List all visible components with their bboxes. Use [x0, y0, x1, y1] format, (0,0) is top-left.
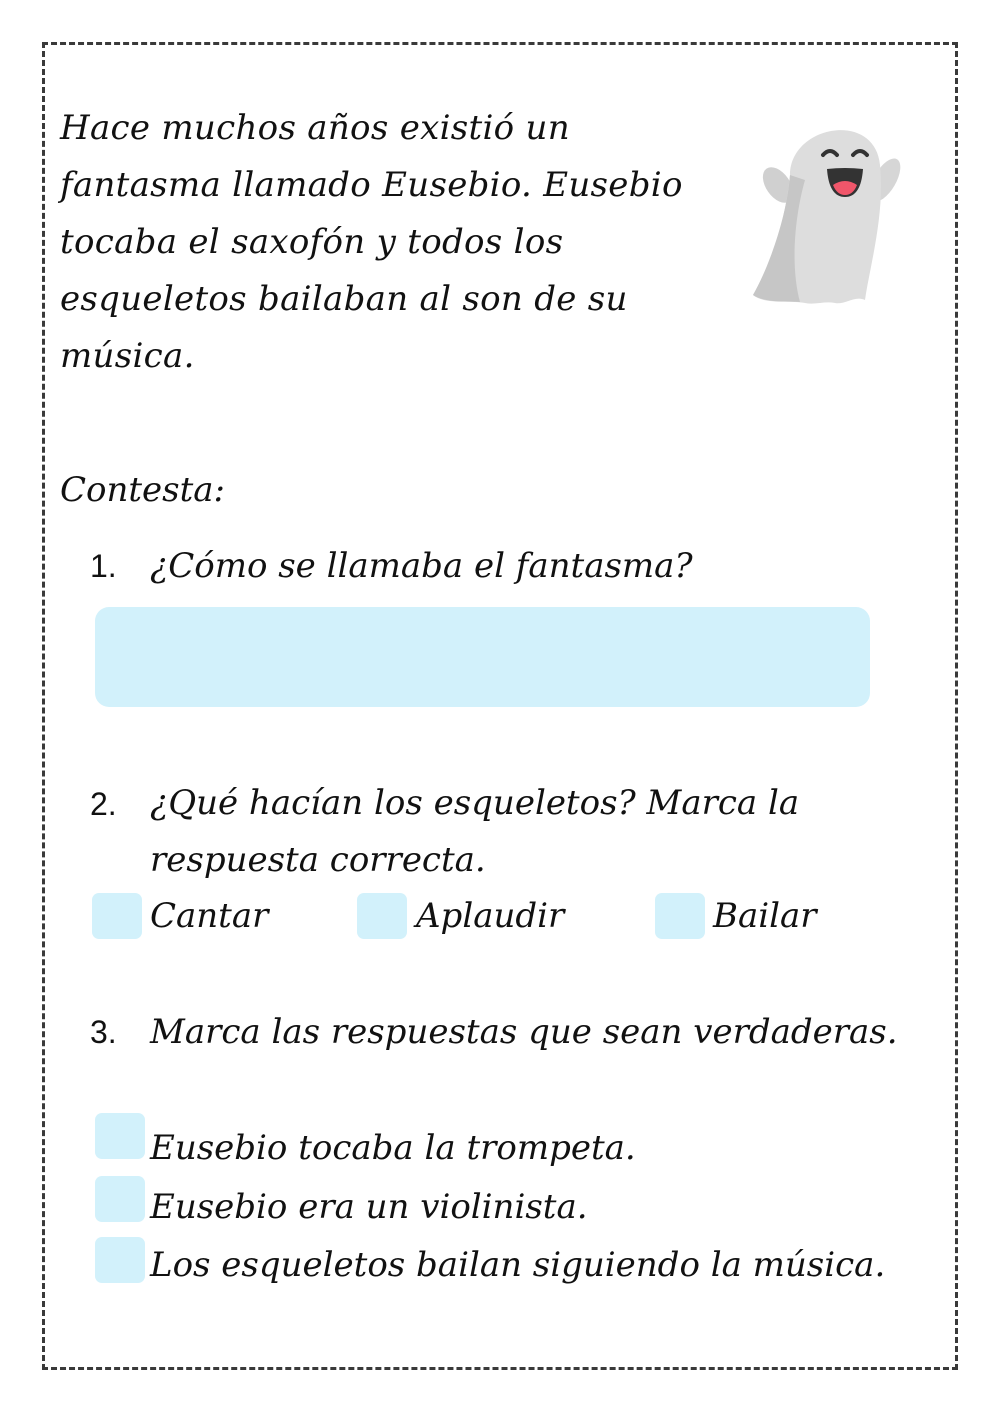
- ghost-icon: [745, 105, 905, 310]
- question-1-number: 1.: [90, 548, 117, 584]
- checkbox-statement-2[interactable]: [95, 1176, 145, 1222]
- question-2-text: ¿Qué hacían los esqueletos? Marca la respuesta correcta.: [150, 783, 800, 880]
- question-1-text: ¿Cómo se llamaba el fantasma?: [150, 546, 693, 586]
- question-2-number: 2.: [90, 786, 117, 822]
- option-bailar: Bailar: [713, 896, 817, 936]
- option-aplaudir: Aplaudir: [416, 896, 565, 936]
- checkbox-statement-1[interactable]: [95, 1113, 145, 1159]
- checkbox-aplaudir[interactable]: [357, 893, 407, 939]
- option-cantar: Cantar: [150, 896, 269, 936]
- statement-2: Eusebio era un violinista.: [150, 1187, 588, 1227]
- statement-1: Eusebio tocaba la trompeta.: [150, 1128, 636, 1168]
- checkbox-bailar[interactable]: [655, 893, 705, 939]
- checkbox-statement-3[interactable]: [95, 1237, 145, 1283]
- question-3-number: 3.: [90, 1014, 117, 1050]
- question-1-answer-field[interactable]: [95, 607, 870, 707]
- contesta-heading: Contesta:: [60, 470, 226, 510]
- story-text: Hace muchos años existió un fantasma llamado Eusebio. Eusebio tocaba el saxofón y todos los esqueletos bailaban al son de su música.: [60, 108, 683, 376]
- question-3-text: Marca las respuestas que sean verdaderas.: [150, 1012, 898, 1052]
- statement-3: Los esqueletos bailan siguiendo la música.: [150, 1245, 886, 1285]
- checkbox-cantar[interactable]: [92, 893, 142, 939]
